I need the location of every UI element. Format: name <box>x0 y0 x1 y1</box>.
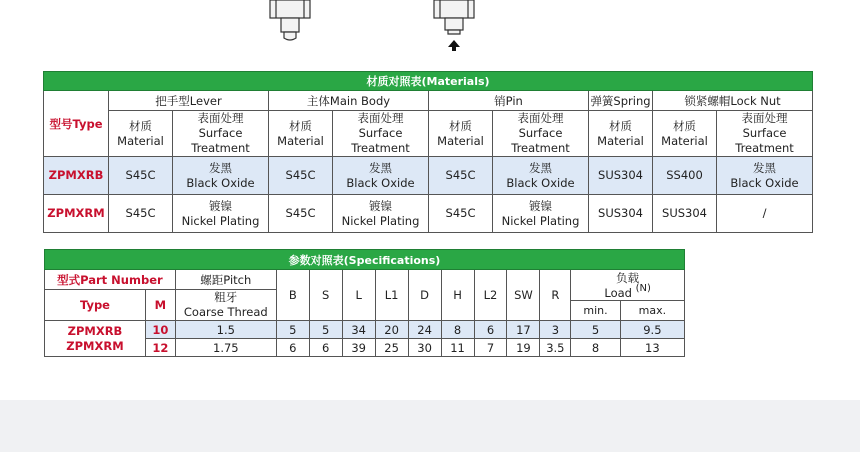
sub-material: 材质 Material <box>589 111 653 157</box>
col-header-l2: L2 <box>474 270 507 321</box>
r-value: 3.5 <box>540 339 571 357</box>
load-min-value: 5 <box>571 321 620 339</box>
type-header: 型号Type <box>44 91 109 157</box>
d-value: 30 <box>408 339 441 357</box>
body-material: S45C <box>269 157 333 195</box>
s-value: 5 <box>309 321 342 339</box>
col-header-s: S <box>309 270 342 321</box>
pin-surface: 镀镍 Nickel Plating <box>493 195 589 233</box>
load-min-header: min. <box>571 301 620 321</box>
load-min-value: 8 <box>571 339 620 357</box>
pin-left-icon <box>270 0 310 40</box>
row-type: ZPMXRM <box>44 195 109 233</box>
sub-surface: 表面处理 Surface Treatment <box>493 111 589 157</box>
col-header-d: D <box>408 270 441 321</box>
coarse-thread-header: 粗牙 Coarse Thread <box>175 290 276 321</box>
specs-title: 参数对照表(Specifications) <box>45 250 685 270</box>
nut-surface: 发黑 Black Oxide <box>717 157 813 195</box>
lever-surface: 镀镍 Nickel Plating <box>173 195 269 233</box>
col-header-l: L <box>342 270 375 321</box>
pin-right-icon <box>434 0 474 34</box>
sub-material: 材质 Material <box>269 111 333 157</box>
materials-table <box>43 71 813 233</box>
spring-material: SUS304 <box>589 195 653 233</box>
spring-material: SUS304 <box>589 157 653 195</box>
r-value: 3 <box>540 321 571 339</box>
materials-title: 材质对照表(Materials) <box>44 72 813 91</box>
m-header: M <box>145 290 175 321</box>
sw-value: 17 <box>507 321 540 339</box>
sub-surface: 表面处理 Surface Treatment <box>173 111 269 157</box>
pitch-header: 螺距Pitch <box>175 270 276 290</box>
m-value: 10 <box>145 321 175 339</box>
group-lever: 把手型Lever <box>109 91 269 111</box>
type-header: Type <box>45 290 146 321</box>
sw-value: 19 <box>507 339 540 357</box>
table-row <box>45 321 685 339</box>
group-spring: 弹簧Spring <box>589 91 653 111</box>
b-value: 5 <box>276 321 309 339</box>
type-names: ZPMXRB ZPMXRM <box>45 321 146 357</box>
table-row <box>44 195 813 233</box>
pin-illustration <box>0 0 860 62</box>
h-value: 8 <box>441 321 474 339</box>
body-surface: 镀镍 Nickel Plating <box>333 195 429 233</box>
row-type: ZPMXRB <box>44 157 109 195</box>
group-pin: 销Pin <box>429 91 589 111</box>
nut-surface: / <box>717 195 813 233</box>
sub-material: 材质 Material <box>109 111 173 157</box>
col-header-b: B <box>276 270 309 321</box>
l1-value: 20 <box>375 321 408 339</box>
load-max-value: 9.5 <box>620 321 684 339</box>
col-header-l1: L1 <box>375 270 408 321</box>
load-max-header: max. <box>620 301 684 321</box>
sub-material: 材质 Material <box>653 111 717 157</box>
h-value: 11 <box>441 339 474 357</box>
group-lock-nut: 锁紧螺帽Lock Nut <box>653 91 813 111</box>
pin-surface: 发黑 Black Oxide <box>493 157 589 195</box>
load-max-value: 13 <box>620 339 684 357</box>
nut-material: SS400 <box>653 157 717 195</box>
table-row <box>44 157 813 195</box>
sub-surface: 表面处理 Surface Treatment <box>717 111 813 157</box>
sub-material: 材质 Material <box>429 111 493 157</box>
l-value: 39 <box>342 339 375 357</box>
lever-material: S45C <box>109 195 173 233</box>
sub-surface: 表面处理 Surface Treatment <box>333 111 429 157</box>
col-header-sw: SW <box>507 270 540 321</box>
l-value: 34 <box>342 321 375 339</box>
s-value: 6 <box>309 339 342 357</box>
pitch-value: 1.5 <box>175 321 276 339</box>
up-arrow-icon <box>448 40 460 51</box>
l1-value: 25 <box>375 339 408 357</box>
d-value: 24 <box>408 321 441 339</box>
m-value: 12 <box>145 339 175 357</box>
col-header-h: H <box>441 270 474 321</box>
lever-material: S45C <box>109 157 173 195</box>
body-surface: 发黑 Black Oxide <box>333 157 429 195</box>
l2-value: 6 <box>474 321 507 339</box>
col-header-r: R <box>540 270 571 321</box>
bottom-band <box>0 400 860 452</box>
specifications-table <box>44 249 685 357</box>
pitch-value: 1.75 <box>175 339 276 357</box>
group-main-body: 主体Main Body <box>269 91 429 111</box>
pin-material: S45C <box>429 195 493 233</box>
lever-surface: 发黑 Black Oxide <box>173 157 269 195</box>
part-number-header: 型式Part Number <box>45 270 176 290</box>
body-material: S45C <box>269 195 333 233</box>
b-value: 6 <box>276 339 309 357</box>
l2-value: 7 <box>474 339 507 357</box>
load-header: 负载 Load (N) <box>571 270 685 301</box>
pin-material: S45C <box>429 157 493 195</box>
nut-material: SUS304 <box>653 195 717 233</box>
